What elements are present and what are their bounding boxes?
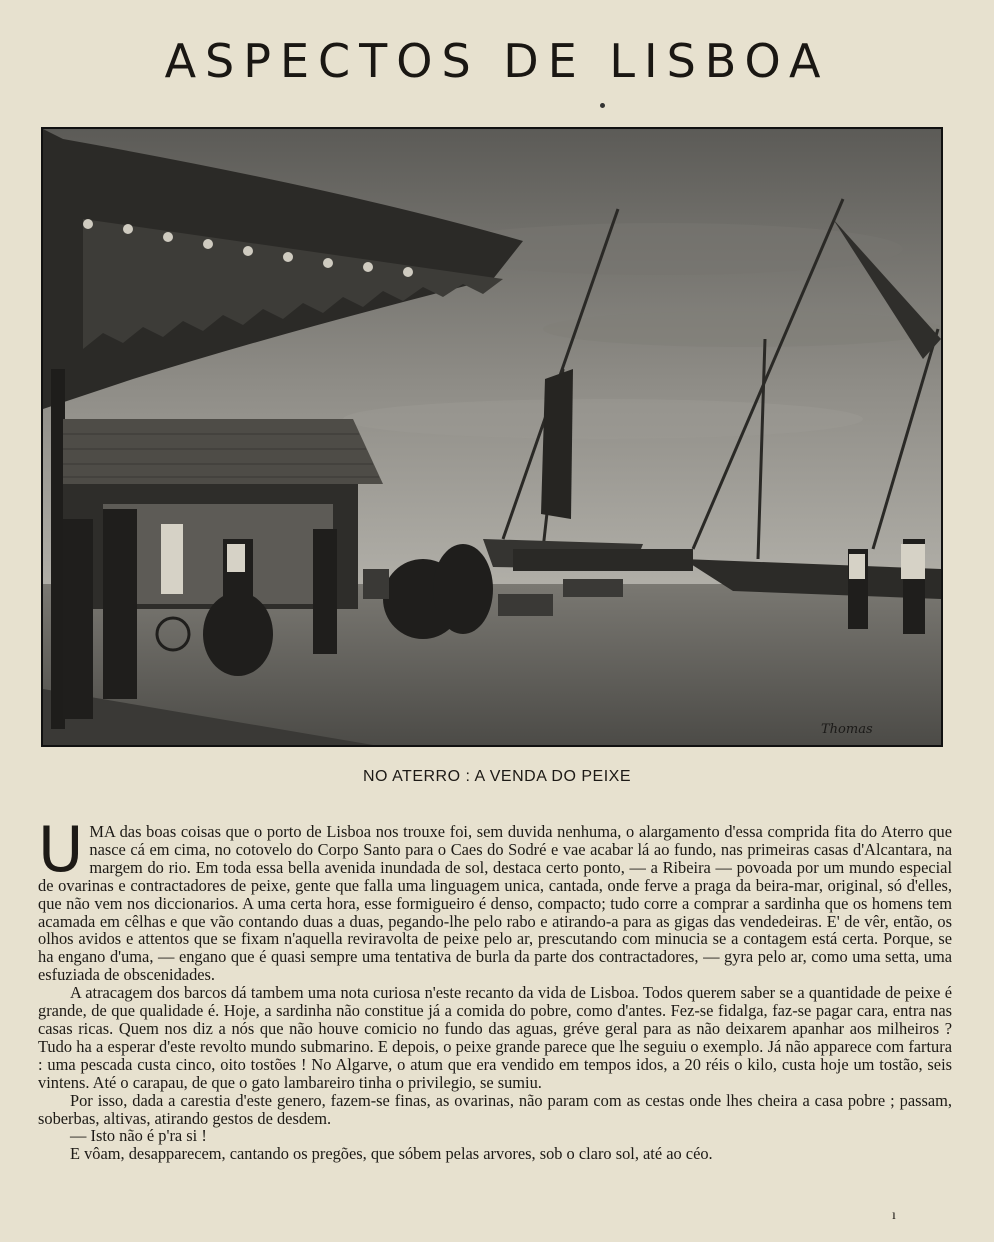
illustration-plate [41, 127, 943, 747]
ornament-dot [600, 103, 605, 108]
dark-sail [541, 369, 573, 519]
cloud [343, 399, 863, 439]
drop-cap: U [38, 813, 84, 886]
shed-roof [63, 419, 383, 484]
quay-illustration [43, 129, 941, 745]
distant-crowd [513, 549, 693, 571]
article-paragraph [38, 813, 952, 985]
article-paragraph: A atracagem dos barcos dá tambem uma nota curiosa n'este recanto da vida de Lisboa. Todos querem saber se a quantidade de peixe é grande, de que qualidade é. Hoje, a sardinha não constitue já a comida do pobre, como d'antes. Fez-se fidalga, faz-se pagar cara, entra nas casas ricas. Quem nos diz a nós que não houve comicio no fundo das aguas, gréve geral para as não deixarem apanhar aos milheiros ? Tudo ha a esperar d'este revolto mundo submarino. E depois, o peixe grande parece que lhe seguiu o exemplo. Já não apparece com fartura : uma pescada custa cinco, oito tostões ! No Algarve, o atum que era vendido em tempos idos, a 20 réis o kilo, custa hoje um tostão, seis vintens. Até o carapau, de que o gato lambareiro tinha o privilegio, se sumiu. [38, 983, 952, 1092]
illustration-caption: NO ATERRO : A VENDA DO PEIXE [363, 768, 631, 785]
paragraph-text: MA das boas coisas que o porto de Lisboa nos trouxe foi, sem duvida nenhuma, o alargamento d'essa comprida fita do Aterro que nasce cá em cima, no cotovelo do Corpo Santo para o Caes do Sodré e vae acabar lá ao fundo, nas primeiras casas d'Alcantara, na margem do rio. Em toda essa bella avenida inundada de sol, destaca certo ponto, — a Ribeira — povoada por um mundo especial de ovarinas e contractadores de peixe, gente que falla uma linguagem unica, cantada, onde ferve a praga da beira-mar, original, só d'elles, que não vem nos diccionarios. A uma certa hora, esse formigueiro é denso, compacto; tudo corre a comprar a sardinha que os homens tem acamada em cêlhas e que vão contando duas a duas, pegando-lhe pelo rabo e atirando-a para as gigas das vendedeiras. E' de vêr, então, os olhos avidos e attentos que se fixam n'aquella reviravolta de peixe pelo ar, prescutando com minucia se a contagem está certa. Porque, se ha engano d'uma, — engano que é quasi sempre uma tentativa de burla da parte dos contractadores, — gyra pelo ar, como uma setta, uma esfuziada de obscenidades. [38, 822, 952, 985]
page-mark: ı [892, 1208, 896, 1223]
shed-opening [103, 504, 333, 604]
article-paragraph: Por isso, dada a carestia d'este genero, fazem-se finas, as ovarinas, não param com as cestas onde lhes cheira a casa pobre ; passam, soberbas, altivas, atirando gestos de desdem. [38, 1090, 952, 1128]
dialogue-line: — Isto não é p'ra si ! [70, 1126, 207, 1146]
cloud [543, 311, 941, 347]
article-body [38, 813, 952, 1164]
page-title: ASPECTOS DE LISBOA [164, 34, 830, 88]
canopy-post [51, 369, 65, 729]
article-paragraph: E vôam, desapparecem, cantando os pregões, que sóbem pelas arvores, sob o claro sol, até ao céo. [70, 1144, 713, 1164]
artist-signature: Thomas [821, 722, 873, 737]
